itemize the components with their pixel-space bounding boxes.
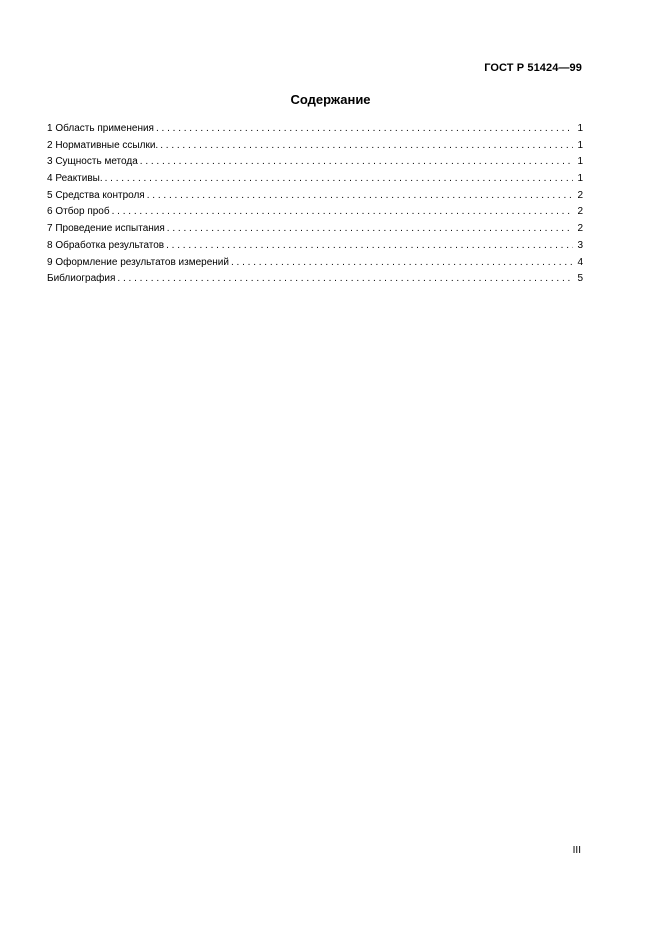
toc-leader-dots bbox=[117, 271, 573, 288]
toc-entry-page: 2 bbox=[577, 189, 583, 201]
toc-entry-label: 2 Нормативные ссылки. bbox=[47, 139, 159, 151]
toc-entry-label: Библиография bbox=[47, 273, 116, 285]
toc-leader-dots bbox=[140, 154, 574, 171]
toc-leader-dots bbox=[160, 138, 573, 155]
table-of-contents bbox=[47, 121, 583, 288]
toc-title: Содержание bbox=[290, 92, 371, 107]
toc-entry-label: 6 Отбор проб bbox=[47, 206, 110, 218]
toc-leader-dots bbox=[156, 121, 573, 138]
toc-entry[interactable] bbox=[47, 255, 583, 272]
toc-entry-page: 5 bbox=[577, 273, 583, 285]
toc-entry-label: 7 Проведение испытания bbox=[47, 223, 165, 235]
toc-leader-dots bbox=[112, 204, 574, 221]
toc-entry[interactable] bbox=[47, 221, 583, 238]
toc-entry-label: 8 Обработка результатов bbox=[47, 239, 165, 251]
toc-leader-dots bbox=[167, 221, 574, 238]
toc-entry[interactable] bbox=[47, 238, 583, 255]
toc-entry-label: 9 Оформление результатов измерений bbox=[47, 256, 229, 268]
toc-entry[interactable] bbox=[47, 121, 583, 138]
toc-entry[interactable] bbox=[47, 204, 583, 221]
toc-entry[interactable] bbox=[47, 271, 583, 288]
toc-leader-dots bbox=[147, 188, 574, 205]
toc-entry-label: 1 Область применения bbox=[47, 123, 154, 134]
toc-entry[interactable] bbox=[47, 138, 583, 155]
toc-entry-page: 3 bbox=[577, 239, 583, 251]
toc-entry-page: 2 bbox=[577, 206, 583, 218]
toc-entry-label: 4 Реактивы. bbox=[47, 173, 103, 185]
toc-entry-page: 1 bbox=[577, 139, 583, 151]
document-code: ГОСТ Р 51424—99 bbox=[484, 62, 582, 74]
toc-entry[interactable] bbox=[47, 188, 583, 205]
toc-entry[interactable] bbox=[47, 154, 583, 171]
page-number: III bbox=[572, 845, 581, 856]
toc-entry-page: 4 bbox=[577, 256, 583, 268]
toc-entry-page: 1 bbox=[577, 173, 583, 185]
toc-entry-label: 3 Сущность метода bbox=[47, 156, 138, 168]
toc-entry-page: 1 bbox=[577, 156, 583, 168]
toc-entry-label: 5 Средства контроля bbox=[47, 189, 145, 201]
toc-leader-dots bbox=[166, 238, 573, 255]
toc-entry-page: 1 bbox=[577, 123, 583, 134]
toc-leader-dots bbox=[231, 255, 573, 272]
toc-entry[interactable] bbox=[47, 171, 583, 188]
toc-entry-page: 2 bbox=[577, 223, 583, 235]
toc-leader-dots bbox=[105, 171, 574, 188]
